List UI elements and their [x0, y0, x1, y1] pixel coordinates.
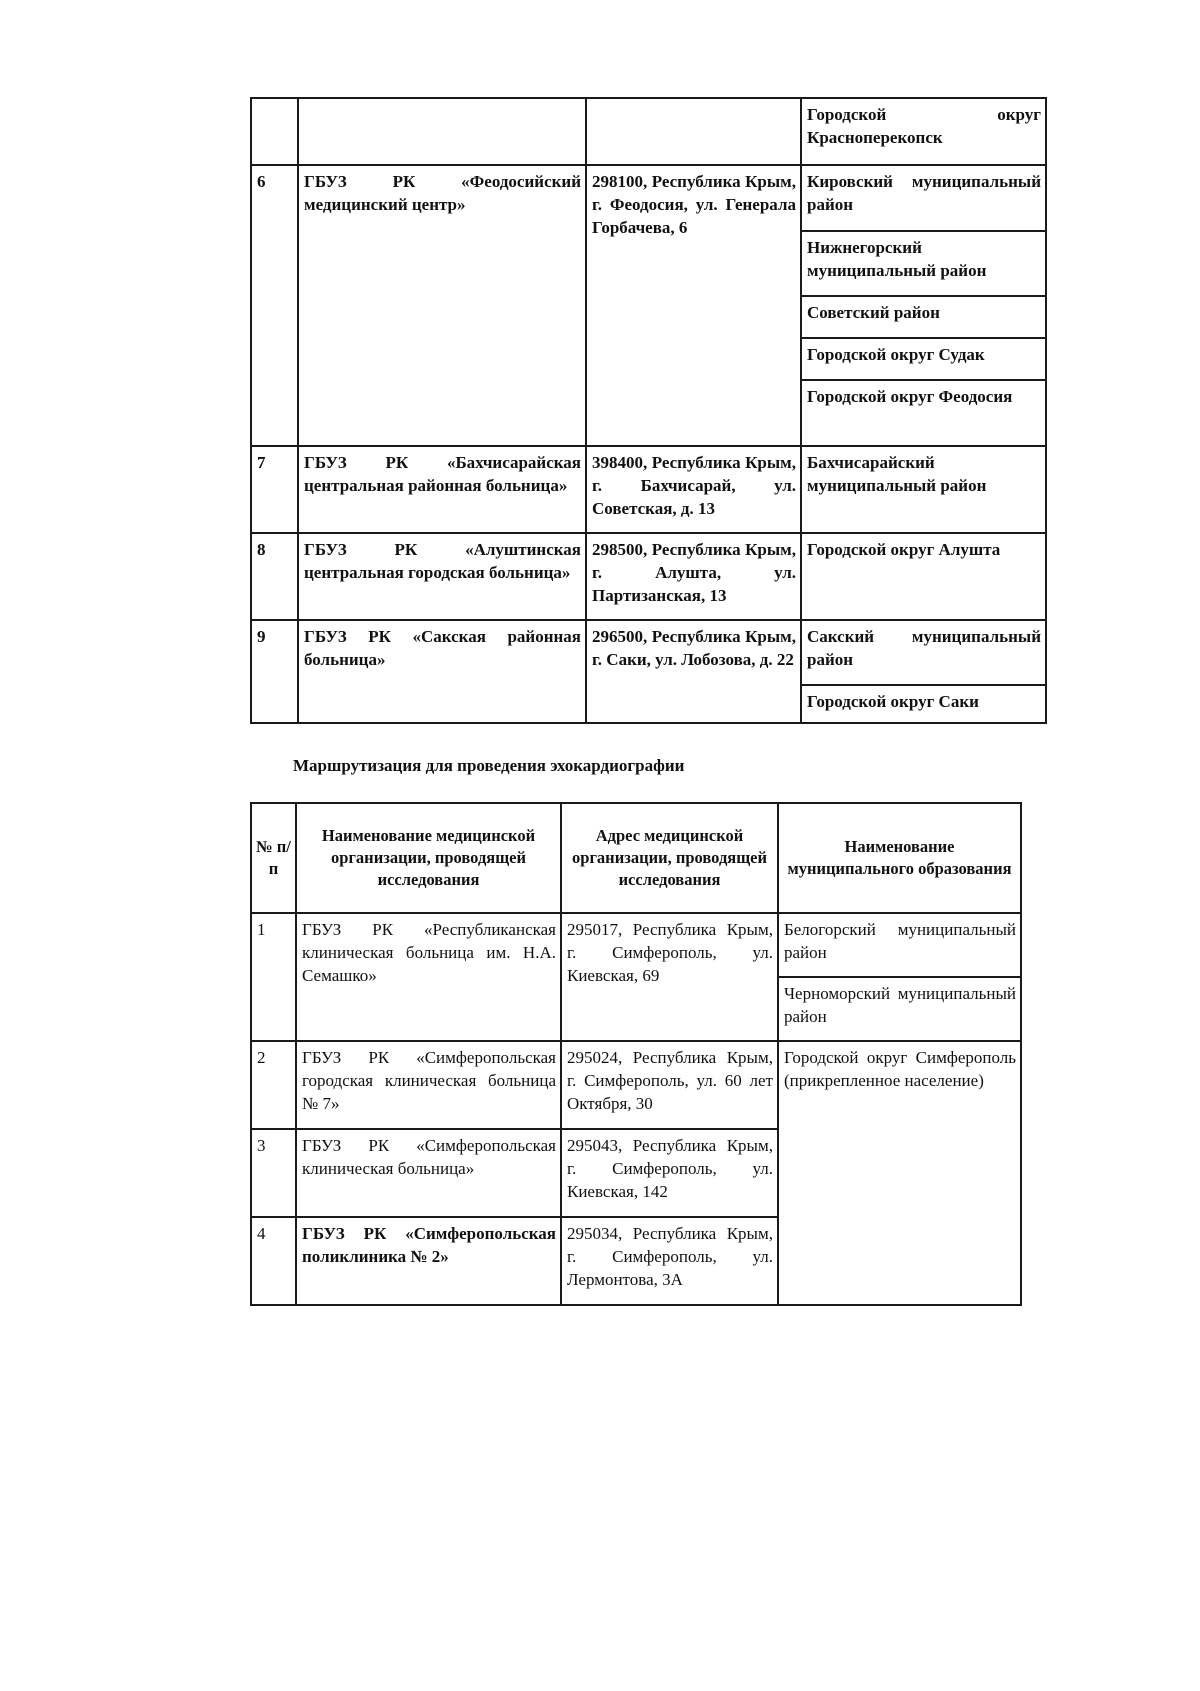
organization-name	[298, 98, 586, 165]
municipality-name: Черноморский муниципальный район	[778, 977, 1021, 1041]
row-number: 4	[251, 1217, 296, 1305]
row-number: 7	[251, 446, 298, 533]
organization-address	[586, 98, 801, 165]
table-row	[251, 620, 1046, 685]
table-row	[251, 533, 1046, 620]
organization-address: 295017, Республика Крым, г. Симферополь, ул. Киевская, 69	[561, 913, 778, 1041]
municipality-name: Городской округ Симферополь (прикрепленное население)	[778, 1041, 1021, 1305]
organization-name: ГБУЗ РК «Симферопольская городская клиническая больница № 7»	[296, 1041, 561, 1129]
organization-address: 298100, Республика Крым, г. Феодосия, ул. Генерала Горбачева, 6	[586, 165, 801, 446]
organization-address: 298500, Республика Крым, г. Алушта, ул. Партизанская, 13	[586, 533, 801, 620]
table-row	[251, 1041, 1021, 1129]
municipality-name: Кировский муниципальный район	[801, 165, 1046, 231]
organization-address: 295024, Республика Крым, г. Симферополь, ул. 60 лет Октября, 30	[561, 1041, 778, 1129]
organization-address: 296500, Республика Крым, г. Саки, ул. Лобозова, д. 22	[586, 620, 801, 723]
header-municipality: Наименование муниципального образования	[778, 803, 1021, 913]
header-number: № п/п	[251, 803, 296, 913]
echocardiography-routing-table	[250, 802, 1022, 1306]
organization-name: ГБУЗ РК «Алуштинская центральная городская больница»	[298, 533, 586, 620]
organization-name: ГБУЗ РК «Симферопольская поликлиника № 2»	[296, 1217, 561, 1305]
municipality-name: Городской округ Красноперекопск	[801, 98, 1046, 165]
organization-name: ГБУЗ РК «Сакская районная больница»	[298, 620, 586, 723]
municipality-name: Нижнегорский муниципальный район	[801, 231, 1046, 296]
table-row	[251, 165, 1046, 231]
municipality-name: Городской округ Алушта	[801, 533, 1046, 620]
table-row	[251, 913, 1021, 977]
municipality-name: Городской округ Судак	[801, 338, 1046, 380]
organization-address: 295043, Республика Крым, г. Симферополь, ул. Киевская, 142	[561, 1129, 778, 1217]
table-row	[251, 446, 1046, 533]
organization-name: ГБУЗ РК «Феодосийский медицинский центр»	[298, 165, 586, 446]
routing-table-continued	[250, 97, 1047, 724]
organization-name: ГБУЗ РК «Симферопольская клиническая больница»	[296, 1129, 561, 1217]
organization-name: ГБУЗ РК «Бахчисарайская центральная районная больница»	[298, 446, 586, 533]
row-number: 6	[251, 165, 298, 446]
table-header-row	[251, 803, 1021, 913]
municipality-name: Городской округ Феодосия	[801, 380, 1046, 446]
row-number: 9	[251, 620, 298, 723]
section-title: Маршрутизация для проведения эхокардиографии	[293, 756, 685, 775]
header-address: Адрес медицинской организации, проводящей исследования	[561, 803, 778, 913]
municipality-name: Советский район	[801, 296, 1046, 338]
row-number	[251, 98, 298, 165]
table-row	[251, 98, 1046, 165]
row-number: 1	[251, 913, 296, 1041]
organization-name: ГБУЗ РК «Республиканская клиническая больница им. Н.А. Семашко»	[296, 913, 561, 1041]
header-organization: Наименование медицинской организации, проводящей исследования	[296, 803, 561, 913]
municipality-name: Белогорский муниципальный район	[778, 913, 1021, 977]
organization-address: 398400, Республика Крым, г. Бахчисарай, ул. Советская, д. 13	[586, 446, 801, 533]
row-number: 3	[251, 1129, 296, 1217]
municipality-name: Городской округ Саки	[801, 685, 1046, 723]
row-number: 8	[251, 533, 298, 620]
row-number: 2	[251, 1041, 296, 1129]
municipality-name: Бахчисарайский муниципальный район	[801, 446, 1046, 533]
organization-address: 295034, Республика Крым, г. Симферополь, ул. Лермонтова, 3А	[561, 1217, 778, 1305]
municipality-name: Сакский муниципальный район	[801, 620, 1046, 685]
